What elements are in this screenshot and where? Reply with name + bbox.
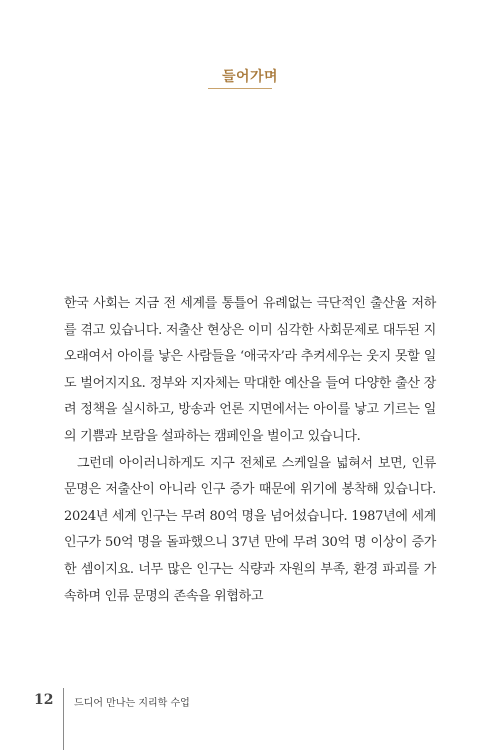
chapter-title-underline (208, 88, 272, 89)
page-number: 12 (34, 692, 54, 708)
body-text (64, 291, 436, 610)
paragraph: 그런데 아이러니하게도 지구 전체로 스케일을 넓혀서 보면, 인류 문명은 저출산이 아니라 인구 증가 때문에 위기에 봉착해 있습니다. 2024년 세계 인구는 무려 80억 명을 넘어섰습니다. 1987년에 세계 인구가 50억 명을 돌파했으니 37년 만에 무려 30억 명 이상이 증가한 셈이지요. 너무 많은 인구는 식량과 자원의 부족, 환경 파괴를 가속하며 인류 문명의 존속을 위협하고 (64, 455, 436, 604)
paragraph: 한국 사회는 지금 전 세계를 통틀어 유례없는 극단적인 출산율 저하를 겪고 있습니다. 저출산 현상은 이미 심각한 사회문제로 대두된 지 오래여서 아이를 낳은 사람들을 ‘애국자’라 추켜세우는 웃지 못할 일도 벌어지지요. 정부와 지자체는 막대한 예산을 들여 다양한 출산 장려 정책을 실시하고, 방송과 언론 지면에서는 아이를 낳고 기르는 일의 기쁨과 보람을 설파하는 캠페인을 벌이고 있습니다. (64, 296, 436, 444)
footer-divider (63, 688, 64, 750)
chapter-title: 들어가며 (221, 69, 279, 85)
page-footer (0, 680, 500, 750)
running-book-title: 드디어 만나는 지리학 수업 (74, 698, 190, 709)
